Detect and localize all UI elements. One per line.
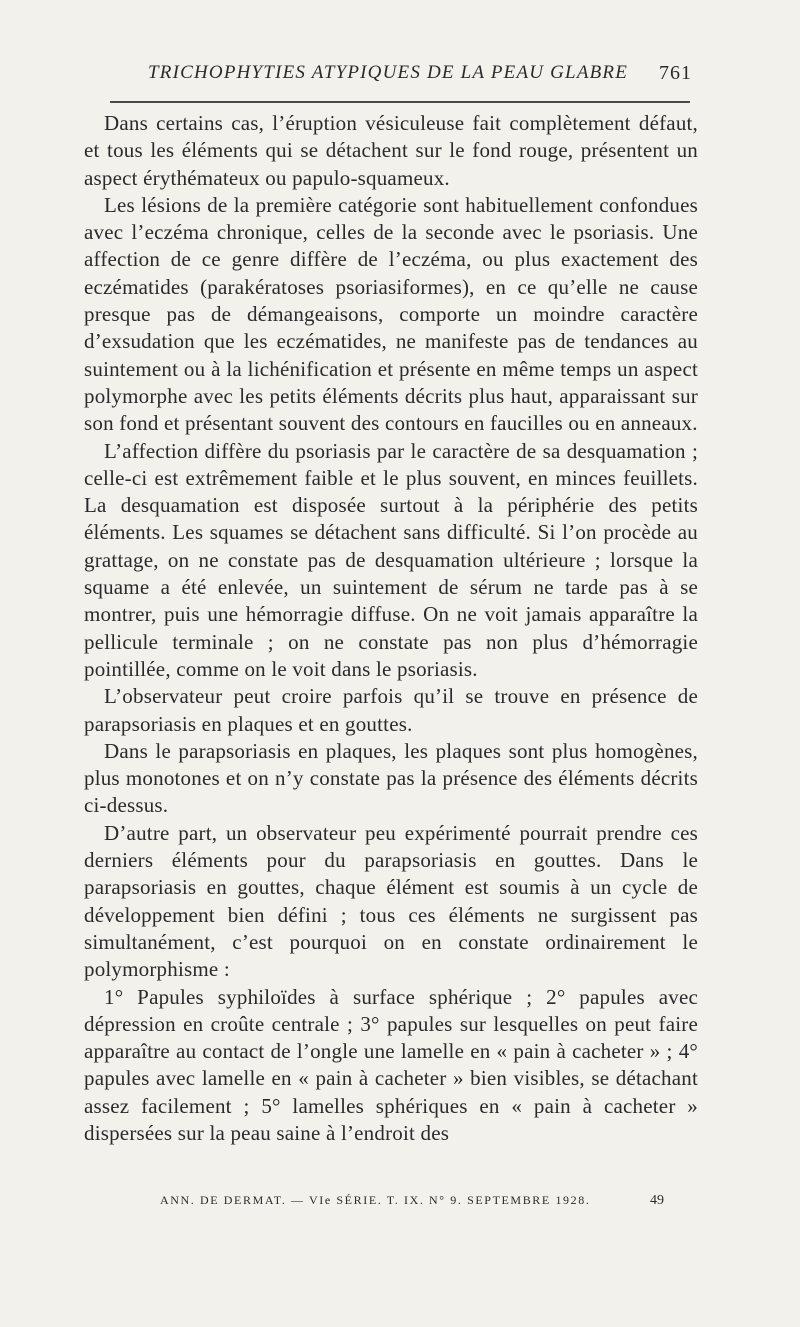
paragraph-3: L’affection diffère du psoriasis par le caractère de sa desquamation ; celle-ci est extrêmement faible et le plus souvent, en minces feuillets. La desquamation est disposée surtout à la périphérie des petits éléments. Les squames se détachent sans difficulté. Si l’on procède au grattage, on ne constate pas de desquamation ultérieure ; lorsque la squame a été enlevée, un suintement de sérum ne tarde pas à se montrer, puis une hémorragie diffuse. On ne voit jamais apparaître la pellicule terminale ; on ne constate pas non plus d’hémorragie pointillée, comme on le voit dans le psoriasis. xyxy=(84,438,698,681)
paragraph-2: Les lésions de la première catégorie sont habituellement confondues avec l’eczéma chronique, celles de la seconde avec le psoriasis. Une affection de ce genre diffère de l’eczéma, ou plus exactement des eczématides (parakératoses psoriasiformes), en ce qu’elle ne cause presque pas de démangeaisons, comporte un moindre caractère d’exsudation que les eczématides, ne manifeste pas de tendances au suintement ou à la lichénification et présente en même temps un aspect polymorphe avec les petits éléments décrits plus haut, apparaissant sur son fond et présentant souvent des contours en faucilles ou en anneaux. xyxy=(84,192,698,436)
paragraph-6: D’autre part, un observateur peu expérimenté pourrait prendre ces derniers éléments pour du parapsoriasis en gouttes. Dans le parapsoriasis en gouttes, chaque élément est soumis à un cycle de développement bien défini ; tous ces éléments ne surgissent pas simultanément, c’est pourquoi on en constate ordinairement le polymorphisme : xyxy=(84,820,698,982)
paragraph-5: Dans le parapsoriasis en plaques, les plaques sont plus homogènes, plus monotones et on n’y constate pas la présence des éléments décrits ci-dessus. xyxy=(84,738,698,818)
page-footer xyxy=(160,1193,680,1213)
journal-reference: ANN. DE DERMAT. — VIe SÉRIE. T. IX. N° 9. SEPTEMBRE 1928. xyxy=(160,1193,591,1207)
running-head xyxy=(84,62,692,92)
header-rule xyxy=(110,101,690,103)
body-text xyxy=(84,110,698,1147)
paragraph-1: Dans certains cas, l’éruption vésiculeuse fait complètement défaut, et tous les éléments qui se détachent sur le fond rouge, présentent un aspect érythémateux ou papulo-squameux. xyxy=(84,111,698,190)
paragraph-7: 1° Papules syphiloïdes à surface sphérique ; 2° papules avec dépression en croûte centrale ; 3° papules sur lesquelles on peut faire apparaître au contact de l’ongle une lamelle en « pain à cacheter » ; 4° papules avec lamelle en « pain à cacheter » bien visibles, se détachant assez facilement ; 5° lamelles sphériques en « pain à cacheter » dispersées sur la peau saine à l’endroit des xyxy=(84,984,698,1145)
running-title: TRICHOPHYTIES ATYPIQUES DE LA PEAU GLABRE xyxy=(148,62,629,83)
signature-mark: 49 xyxy=(650,1193,664,1208)
page-number: 761 xyxy=(659,62,692,84)
paragraph-4: L’observateur peut croire parfois qu’il se trouve en présence de parapsoriasis en plaques et en gouttes. xyxy=(84,684,698,736)
